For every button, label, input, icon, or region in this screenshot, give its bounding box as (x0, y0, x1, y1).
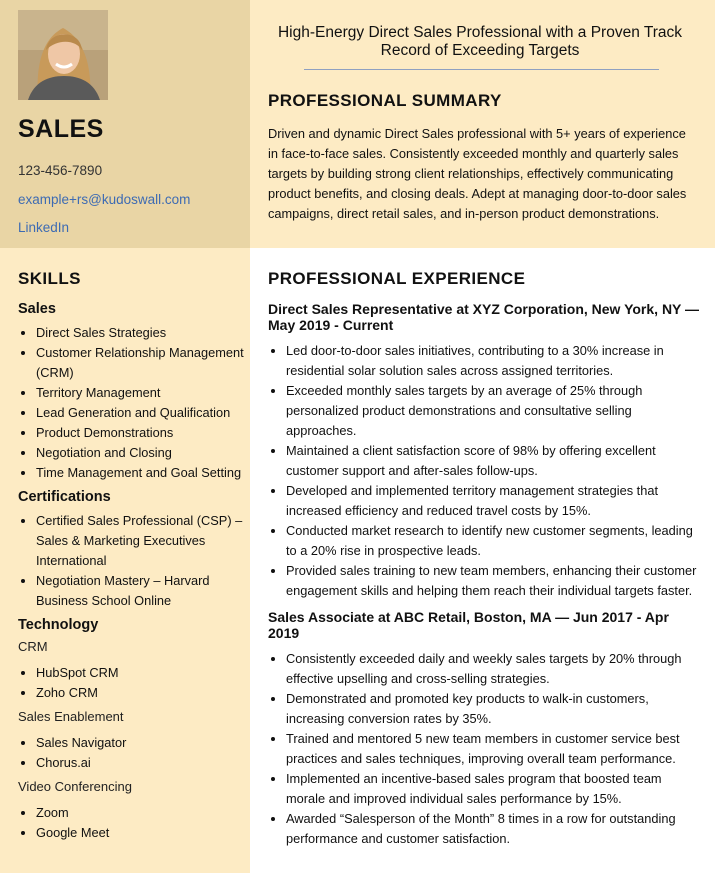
headline: High-Energy Direct Sales Professional with a Proven Track Record of Exceeding Targets (277, 24, 683, 59)
list-item: • Certified Sales Professional (CSP) – Sales & Marketing Executives International (36, 511, 246, 571)
sales-skills-title: Sales (18, 301, 56, 317)
list-item: • Zoho CRM (36, 683, 246, 703)
list-item: • Google Meet (36, 823, 246, 843)
job-bullets (268, 341, 700, 601)
crm-list (18, 663, 246, 703)
skills-section (18, 269, 246, 849)
list-item: • Direct Sales Strategies (36, 323, 246, 343)
summary-title: PROFESSIONAL SUMMARY (268, 91, 502, 110)
job-bullets (268, 649, 700, 849)
list-item: • Maintained a client satisfaction score of 98% by offering excellent customer support and after-sales follow-ups. (286, 441, 700, 481)
list-item: • Territory Management (36, 383, 246, 403)
list-item: • Chorus.ai (36, 753, 246, 773)
list-item: • Demonstrated and promoted key products to walk-in customers, increasing conversion rates by 35%. (286, 689, 700, 729)
experience-section (268, 269, 700, 857)
email-link[interactable]: example+rs@kudoswall.com (18, 192, 191, 207)
list-item: • Sales Navigator (36, 733, 246, 753)
skills-title: SKILLS (18, 269, 81, 288)
job-title: Sales Associate at ABC Retail, Boston, MA — Jun 2017 - Apr 2019 (268, 609, 669, 641)
list-item: • Trained and mentored 5 new team members in customer service best practices and sales techniques, improving overall team performance. (286, 729, 700, 769)
sales-enablement-list (18, 733, 246, 773)
sales-enablement-subtitle: Sales Enablement (18, 709, 124, 724)
list-item: • Led door-to-door sales initiatives, contributing to a 30% increase in residential solar solution sales across assigned territories. (286, 341, 700, 381)
list-item: • Customer Relationship Management (CRM) (36, 343, 246, 383)
profile-photo (18, 10, 108, 100)
list-item: • HubSpot CRM (36, 663, 246, 683)
certifications-list (18, 511, 246, 611)
sales-skills-list (18, 323, 246, 483)
job-title: Direct Sales Representative at XYZ Corporation, New York, NY — May 2019 - Current (268, 301, 700, 333)
candidate-name: SALES (18, 115, 104, 143)
list-item: • Conducted market research to identify new customer segments, leading to a 20% rise in prospective leads. (286, 521, 700, 561)
crm-subtitle: CRM (18, 639, 48, 654)
experience-title: PROFESSIONAL EXPERIENCE (268, 269, 526, 288)
list-item: • Consistently exceeded daily and weekly sales targets by 20% through effective upselling and cross-selling strategies. (286, 649, 700, 689)
list-item: • Zoom (36, 803, 246, 823)
summary-text: Driven and dynamic Direct Sales professional with 5+ years of experience in face-to-face sales. Consistently exceeded monthly and quarterly sales targets by building strong client relationships, effectively communicating product benefits, and closing deals. Adept at managing door-to-door sales campaigns, direct retail sales, and in-person product demonstrations. (268, 126, 687, 221)
certifications-title: Certifications (18, 489, 111, 505)
headline-divider (304, 69, 659, 70)
video-conferencing-subtitle: Video Conferencing (18, 779, 132, 794)
phone-number: 123-456-7890 (18, 163, 103, 178)
technology-title: Technology (18, 617, 99, 633)
list-item: • Lead Generation and Qualification (36, 403, 246, 423)
list-item: • Provided sales training to new team members, enhancing their customer engagement skills and helping them reach their individual targets faster. (286, 561, 700, 601)
list-item: • Product Demonstrations (36, 423, 246, 443)
video-conferencing-list (18, 803, 246, 843)
list-item: • Implemented an incentive-based sales program that boosted team morale and improved individual sales performance by 15%. (286, 769, 700, 809)
list-item: • Time Management and Goal Setting (36, 463, 246, 483)
list-item: • Developed and implemented territory management strategies that increased efficiency and reduced travel costs by 15%. (286, 481, 700, 521)
linkedin-link[interactable]: LinkedIn (18, 220, 70, 235)
list-item: • Exceeded monthly sales targets by an average of 25% through personalized product demonstrations and consultative selling approaches. (286, 381, 700, 441)
list-item: • Negotiation Mastery – Harvard Business School Online (36, 571, 246, 611)
list-item: • Negotiation and Closing (36, 443, 246, 463)
list-item: • Awarded “Salesperson of the Month” 8 times in a row for outstanding performance and customer satisfaction. (286, 809, 700, 849)
